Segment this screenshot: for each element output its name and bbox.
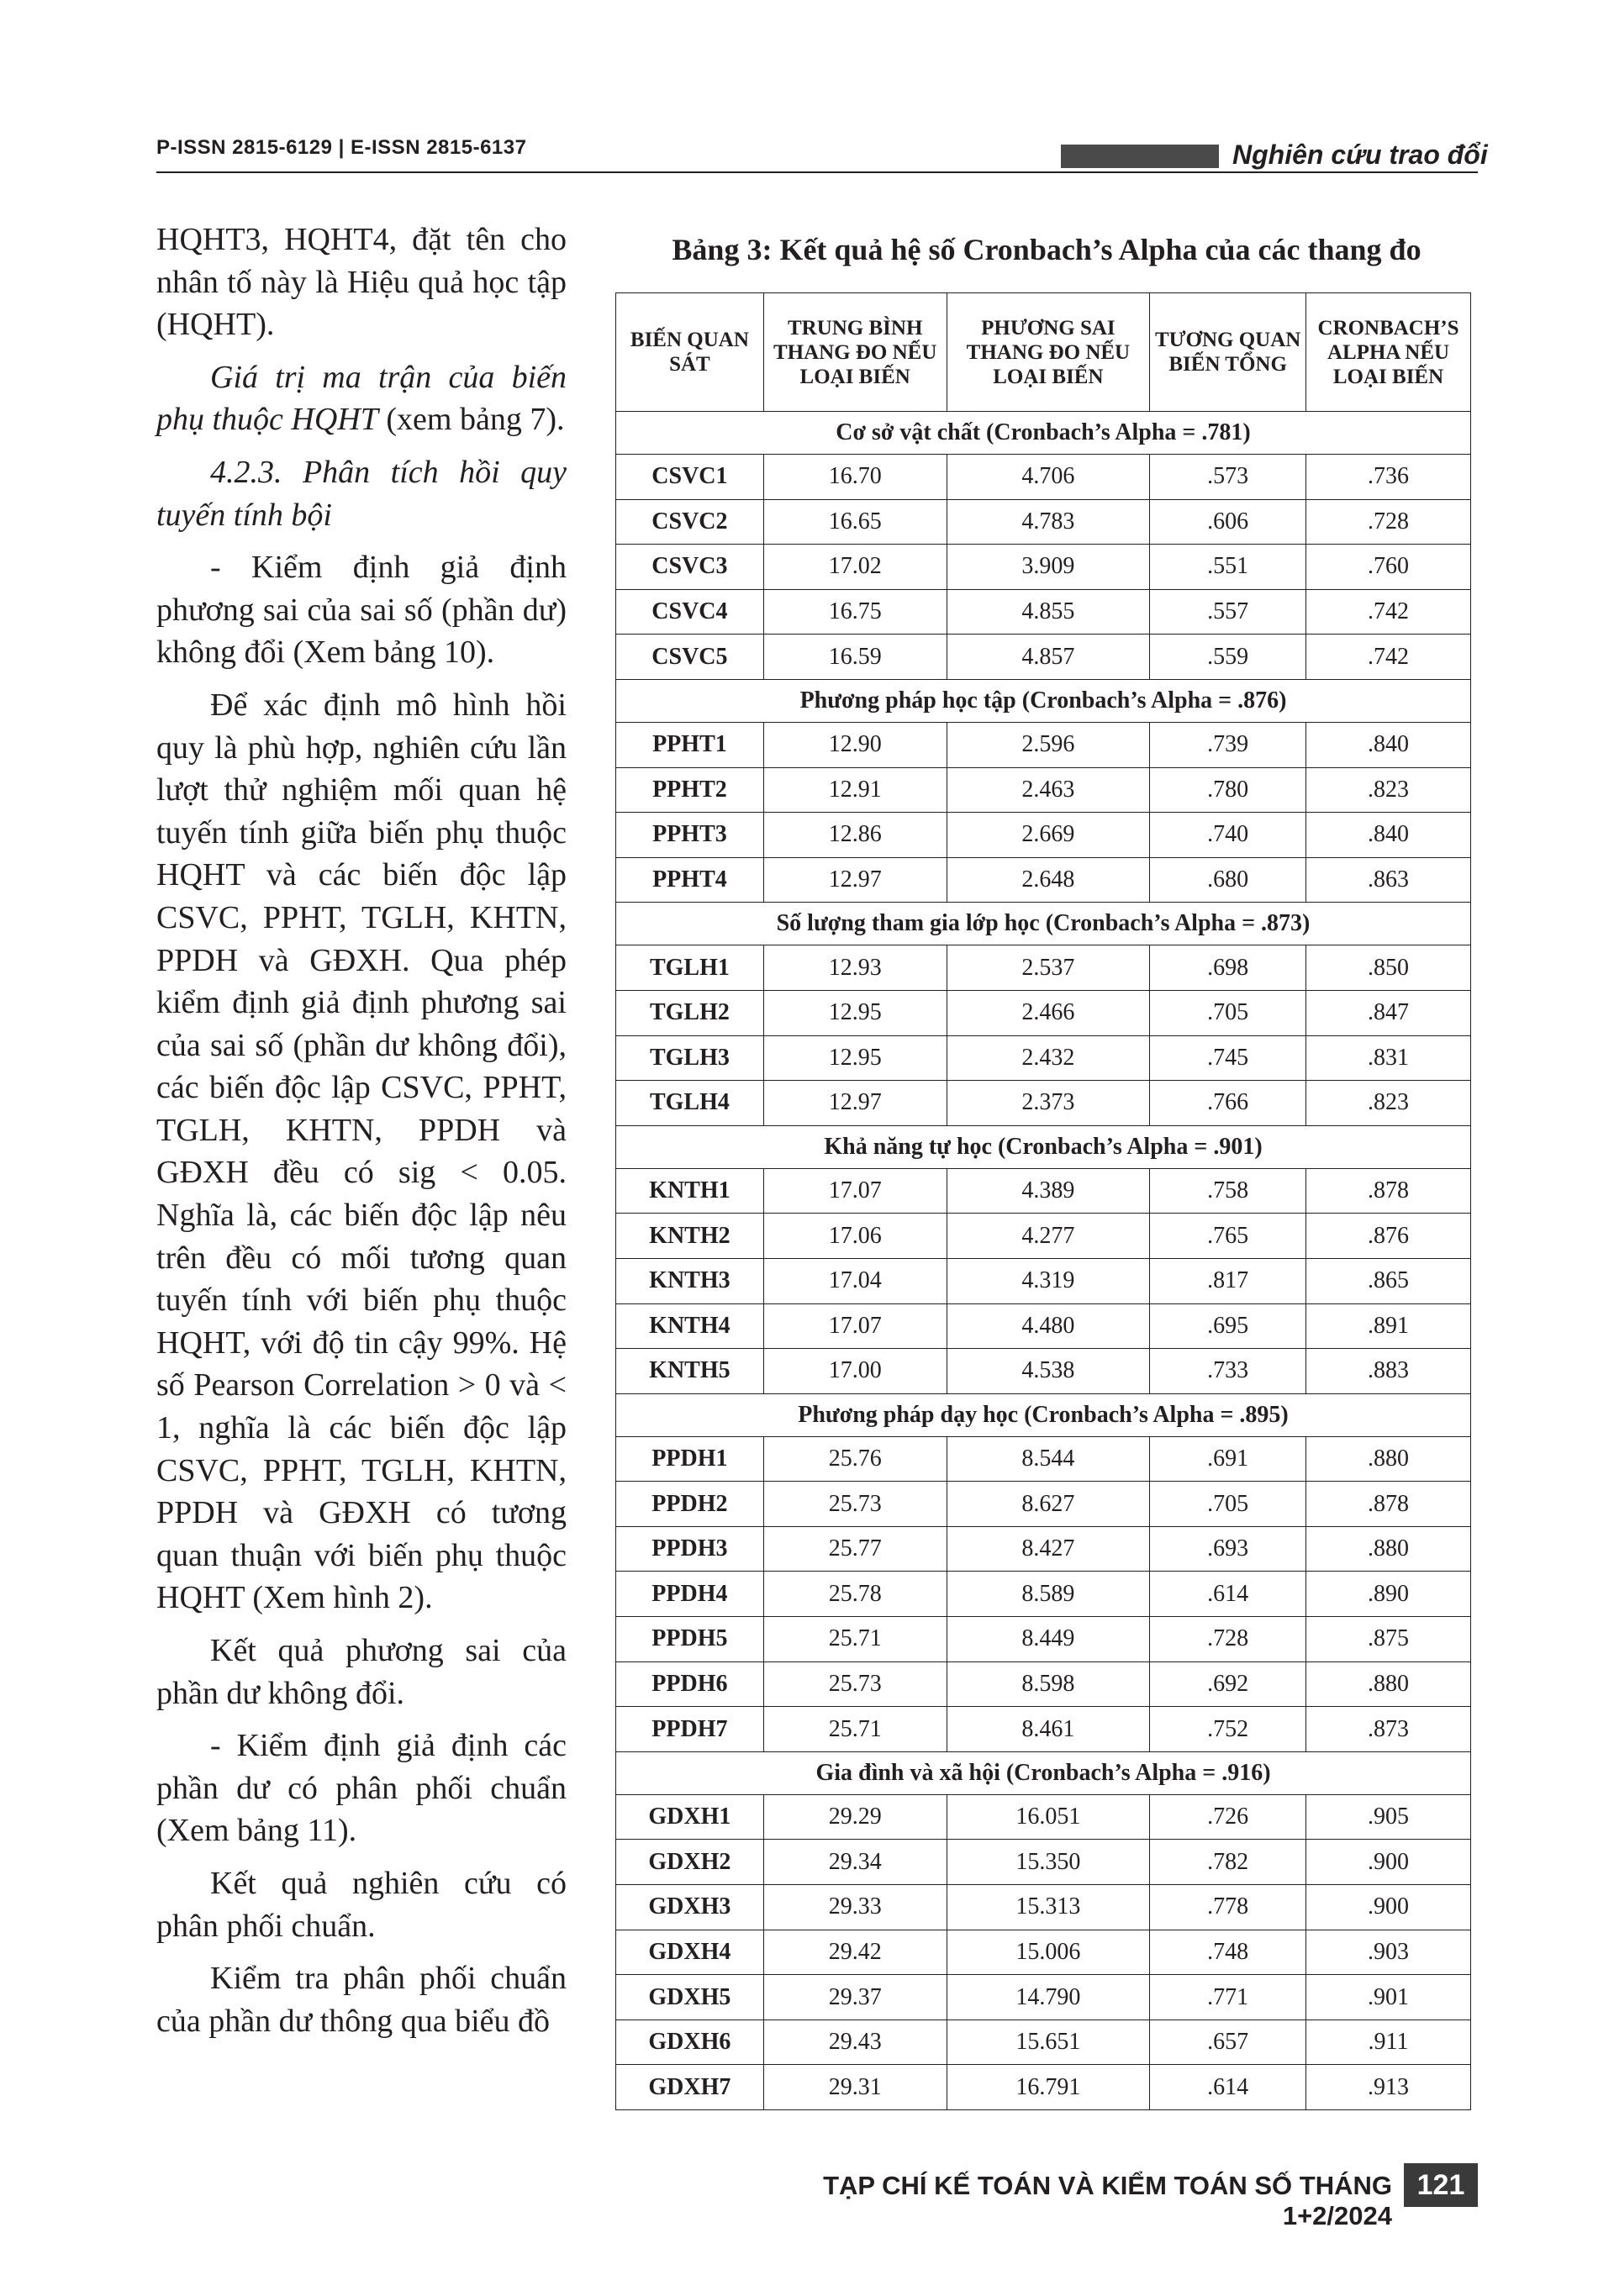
value-cell: 25.73 [763,1661,947,1707]
value-cell: .705 [1150,990,1306,1035]
variable-cell: GDXH1 [616,1794,764,1840]
value-cell: .850 [1306,945,1471,991]
table-row [616,767,1471,813]
table-row [616,1526,1471,1572]
value-cell: 12.86 [763,813,947,858]
variable-cell: CSVC3 [616,545,764,590]
header-cell: CRONBACH’S ALPHA NẾU LOẠI BIẾN [1306,293,1471,412]
body-column [156,219,567,2052]
value-cell: .657 [1150,2020,1306,2065]
paragraph-5: Để xác định mô hình hồi quy là phù hợp, nghiên cứu lần lượt thử nghiệm mối quan hệ tuyến tính giữa biến phụ thuộc HQHT và các biến độc lập CSVC, PPHT, TGLH, KHTN, PPDH và GĐXH. Qua phép kiểm định giả định phương sai của sai số (phần dư không đổi), các biến độc lập CSVC, PPHT, TGLH, KHTN, PPDH và GĐXH đều có sig < 0.05. Nghĩa là, các biến độc lập nêu trên đều có mối tương quan tuyến tính với biến phụ thuộc HQHT, với độ tin cậy 99%. Hệ số Pearson Correlation > 0 và < 1, nghĩa là các biến độc lập CSVC, PPHT, TGLH, KHTN, PPDH và GĐXH có tương quan thuận với biến phụ thuộc HQHT (Xem hình 2). [156,687,567,1616]
variable-cell: GDXH5 [616,1975,764,2020]
value-cell: 2.466 [947,990,1150,1035]
value-cell: .873 [1306,1707,1471,1752]
value-cell: 25.77 [763,1526,947,1572]
value-cell: .880 [1306,1436,1471,1482]
value-cell: .559 [1150,635,1306,680]
value-cell: .823 [1306,767,1471,813]
value-cell: .780 [1150,767,1306,813]
value-cell: 4.389 [947,1168,1150,1214]
header-cell: BIẾN QUAN SÁT [616,293,764,412]
value-cell: .903 [1306,1930,1471,1975]
paragraph-2-italic: Giá trị ma trận của biến phụ thuộc HQHT [156,359,567,438]
paragraph-9: Kiểm tra phân phối chuẩn của phần dư thông qua biểu đồ [156,1961,567,2039]
table-row [616,1930,1471,1975]
cronbach-table [615,292,1471,2110]
variable-cell: CSVC1 [616,455,764,500]
value-cell: .878 [1306,1168,1471,1214]
value-cell: .891 [1306,1303,1471,1349]
value-cell: .614 [1150,2065,1306,2110]
value-cell: .606 [1150,499,1306,545]
group-title: Khả năng tự học (Cronbach’s Alpha = .901) [616,1125,1471,1168]
variable-cell: PPDH1 [616,1436,764,1482]
value-cell: 17.04 [763,1258,947,1303]
page-number: 121 [1404,2163,1478,2207]
value-cell: 16.791 [947,2065,1150,2110]
value-cell: 2.463 [947,767,1150,813]
value-cell: 2.432 [947,1035,1150,1081]
value-cell: 4.319 [947,1258,1150,1303]
table-group-row [616,1125,1471,1168]
value-cell: 2.596 [947,722,1150,767]
value-cell: .692 [1150,1661,1306,1707]
value-cell: 16.051 [947,1794,1150,1840]
value-cell: .733 [1150,1349,1306,1394]
value-cell: 4.277 [947,1214,1150,1259]
paragraph-2-rest: (xem bảng 7). [377,402,565,438]
value-cell: .817 [1150,1258,1306,1303]
value-cell: 12.90 [763,722,947,767]
value-cell: .771 [1150,1975,1306,2020]
value-cell: .840 [1306,722,1471,767]
value-cell: .752 [1150,1707,1306,1752]
paragraph-7: - Kiểm định giả định các phần dư có phân phối chuẩn (Xem bảng 11). [156,1728,567,1849]
table-group-row [616,412,1471,455]
table-row [616,1975,1471,2020]
table-row [616,2065,1471,2110]
value-cell: .875 [1306,1617,1471,1662]
value-cell: .557 [1150,589,1306,635]
value-cell: .614 [1150,1572,1306,1617]
value-cell: 2.669 [947,813,1150,858]
group-title: Phương pháp dạy học (Cronbach’s Alpha = .895) [616,1393,1471,1436]
table-title: Bảng 3: Kết quả hệ số Cronbach’s Alpha của các thang đo [672,233,1421,266]
table-row [616,1081,1471,1126]
variable-cell: TGLH1 [616,945,764,991]
table-row [616,1617,1471,1662]
variable-cell: PPHT2 [616,767,764,813]
value-cell: .728 [1306,499,1471,545]
table-row [616,857,1471,903]
variable-cell: TGLH4 [616,1081,764,1126]
variable-cell: PPDH4 [616,1572,764,1617]
value-cell: .876 [1306,1214,1471,1259]
journal-footer: TẠP CHÍ KẾ TOÁN VÀ KIỂM TOÁN SỐ THÁNG 1+2/2024 [823,2171,1392,2230]
value-cell: .911 [1306,2020,1471,2065]
value-cell: 29.43 [763,2020,947,2065]
value-cell: 29.29 [763,1794,947,1840]
value-cell: .865 [1306,1258,1471,1303]
variable-cell: KNTH2 [616,1214,764,1259]
value-cell: .913 [1306,2065,1471,2110]
table-row [616,945,1471,991]
value-cell: .863 [1306,857,1471,903]
header-accent-bar [1061,145,1219,168]
value-cell: .840 [1306,813,1471,858]
value-cell: .905 [1306,1794,1471,1840]
value-cell: .883 [1306,1349,1471,1394]
paragraph-8: Kết quả nghiên cứu có phân phối chuẩn. [156,1865,567,1944]
value-cell: 4.855 [947,589,1150,635]
table-row [616,990,1471,1035]
value-cell: 4.783 [947,499,1150,545]
group-title: Cơ sở vật chất (Cronbach’s Alpha = .781) [616,412,1471,455]
value-cell: .901 [1306,1975,1471,2020]
value-cell: 16.65 [763,499,947,545]
variable-cell: PPHT3 [616,813,764,858]
value-cell: .758 [1150,1168,1306,1214]
variable-cell: GDXH4 [616,1930,764,1975]
value-cell: 15.006 [947,1930,1150,1975]
value-cell: 29.33 [763,1885,947,1930]
table-row [616,1168,1471,1214]
value-cell: 17.06 [763,1214,947,1259]
value-cell: 17.07 [763,1168,947,1214]
value-cell: .847 [1306,990,1471,1035]
value-cell: 29.34 [763,1840,947,1885]
variable-cell: GDXH6 [616,2020,764,2065]
value-cell: .736 [1306,455,1471,500]
table-row [616,722,1471,767]
header-cell: TƯƠNG QUAN BIẾN TỔNG [1150,293,1306,412]
variable-cell: TGLH3 [616,1035,764,1081]
variable-cell: GDXH7 [616,2065,764,2110]
value-cell: 4.857 [947,635,1150,680]
value-cell: .748 [1150,1930,1306,1975]
header-cell: PHƯƠNG SAI THANG ĐO NẾU LOẠI BIẾN [947,293,1150,412]
value-cell: 12.93 [763,945,947,991]
value-cell: .890 [1306,1572,1471,1617]
section-heading-4-2-3: 4.2.3. Phân tích hồi quy tuyến tính bội [156,454,567,533]
value-cell: 12.95 [763,990,947,1035]
table-body [616,412,1471,2110]
header-divider [156,171,1478,173]
variable-cell: PPDH7 [616,1707,764,1752]
value-cell: .680 [1150,857,1306,903]
value-cell: 25.78 [763,1572,947,1617]
value-cell: 12.95 [763,1035,947,1081]
variable-cell: PPDH2 [616,1482,764,1527]
value-cell: .782 [1150,1840,1306,1885]
table-row [616,1436,1471,1482]
variable-cell: GDXH3 [616,1885,764,1930]
value-cell: .745 [1150,1035,1306,1081]
value-cell: .698 [1150,945,1306,991]
variable-cell: KNTH4 [616,1303,764,1349]
value-cell: 4.706 [947,455,1150,500]
table-row [616,1349,1471,1394]
variable-cell: PPHT1 [616,722,764,767]
value-cell: .766 [1150,1081,1306,1126]
value-cell: .742 [1306,589,1471,635]
value-cell: 2.648 [947,857,1150,903]
table-row [616,545,1471,590]
value-cell: 12.97 [763,857,947,903]
value-cell: .831 [1306,1035,1471,1081]
value-cell: 12.97 [763,1081,947,1126]
value-cell: .726 [1150,1794,1306,1840]
table-row [616,1707,1471,1752]
group-title: Số lượng tham gia lớp học (Cronbach’s Alpha = .873) [616,903,1471,945]
value-cell: .760 [1306,545,1471,590]
value-cell: 16.59 [763,635,947,680]
paragraph-6: Kết quả phương sai của phần dư không đổi. [156,1633,567,1711]
value-cell: .778 [1150,1885,1306,1930]
value-cell: 8.598 [947,1661,1150,1707]
value-cell: 4.480 [947,1303,1150,1349]
group-title: Phương pháp học tập (Cronbach’s Alpha = .876) [616,679,1471,722]
table-row [616,1214,1471,1259]
variable-cell: PPHT4 [616,857,764,903]
table-row [616,1035,1471,1081]
section-header: Nghiên cứu trao đổi [1232,140,1488,170]
value-cell: 16.70 [763,455,947,500]
variable-cell: TGLH2 [616,990,764,1035]
value-cell: 12.91 [763,767,947,813]
variable-cell: CSVC2 [616,499,764,545]
paragraph-4: - Kiểm định giả định phương sai của sai số (phần dư) không đổi (Xem bảng 10). [156,550,567,671]
header-cell: TRUNG BÌNH THANG ĐO NẾU LOẠI BIẾN [763,293,947,412]
table-row [616,455,1471,500]
table-row [616,1303,1471,1349]
value-cell: 29.42 [763,1930,947,1975]
table-row [616,589,1471,635]
table-group-row [616,903,1471,945]
table-row [616,1572,1471,1617]
value-cell: 25.71 [763,1707,947,1752]
value-cell: 15.350 [947,1840,1150,1885]
value-cell: .691 [1150,1436,1306,1482]
value-cell: 25.76 [763,1436,947,1482]
value-cell: .765 [1150,1214,1306,1259]
value-cell: 8.427 [947,1526,1150,1572]
value-cell: 17.02 [763,545,947,590]
table-header-row [616,293,1471,412]
value-cell: .900 [1306,1885,1471,1930]
value-cell: 8.589 [947,1572,1150,1617]
variable-cell: KNTH5 [616,1349,764,1394]
value-cell: .823 [1306,1081,1471,1126]
value-cell: .693 [1150,1526,1306,1572]
table-row [616,1794,1471,1840]
table-group-row [616,1393,1471,1436]
value-cell: 29.31 [763,2065,947,2110]
variable-cell: CSVC4 [616,589,764,635]
variable-cell: KNTH3 [616,1258,764,1303]
value-cell: .900 [1306,1840,1471,1885]
value-cell: .880 [1306,1661,1471,1707]
variable-cell: GDXH2 [616,1840,764,1885]
variable-cell: PPDH6 [616,1661,764,1707]
table-row [616,1661,1471,1707]
variable-cell: CSVC5 [616,635,764,680]
variable-cell: PPDH5 [616,1617,764,1662]
group-title: Gia đình và xã hội (Cronbach’s Alpha = .916) [616,1751,1471,1794]
value-cell: 2.373 [947,1081,1150,1126]
paragraph-1: HQHT3, HQHT4, đặt tên cho nhân tố này là Hiệu quả học tập (HQHT). [156,222,567,343]
value-cell: 8.544 [947,1436,1150,1482]
value-cell: 8.461 [947,1707,1150,1752]
table-row [616,635,1471,680]
value-cell: 2.537 [947,945,1150,991]
value-cell: 4.538 [947,1349,1150,1394]
table-row [616,1840,1471,1885]
table-row [616,1258,1471,1303]
variable-cell: PPDH3 [616,1526,764,1572]
value-cell: 8.449 [947,1617,1150,1662]
value-cell: .573 [1150,455,1306,500]
variable-cell: KNTH1 [616,1168,764,1214]
table-row [616,2020,1471,2065]
value-cell: .728 [1150,1617,1306,1662]
value-cell: 25.71 [763,1617,947,1662]
value-cell: 14.790 [947,1975,1150,2020]
table-row [616,499,1471,545]
paragraph-2 [156,356,567,441]
value-cell: .880 [1306,1526,1471,1572]
value-cell: .739 [1150,722,1306,767]
value-cell: 16.75 [763,589,947,635]
value-cell: .551 [1150,545,1306,590]
value-cell: .742 [1306,635,1471,680]
value-cell: 29.37 [763,1975,947,2020]
value-cell: .705 [1150,1482,1306,1527]
value-cell: .695 [1150,1303,1306,1349]
value-cell: 3.909 [947,545,1150,590]
issn-header: P-ISSN 2815-6129 | E-ISSN 2815-6137 [156,136,527,159]
table-row [616,1482,1471,1527]
value-cell: .740 [1150,813,1306,858]
value-cell: 25.73 [763,1482,947,1527]
table-row [616,1885,1471,1930]
table-group-row [616,1751,1471,1794]
value-cell: .878 [1306,1482,1471,1527]
table-row [616,813,1471,858]
value-cell: 15.313 [947,1885,1150,1930]
value-cell: 17.07 [763,1303,947,1349]
value-cell: 15.651 [947,2020,1150,2065]
value-cell: 8.627 [947,1482,1150,1527]
value-cell: 17.00 [763,1349,947,1394]
table-group-row [616,679,1471,722]
